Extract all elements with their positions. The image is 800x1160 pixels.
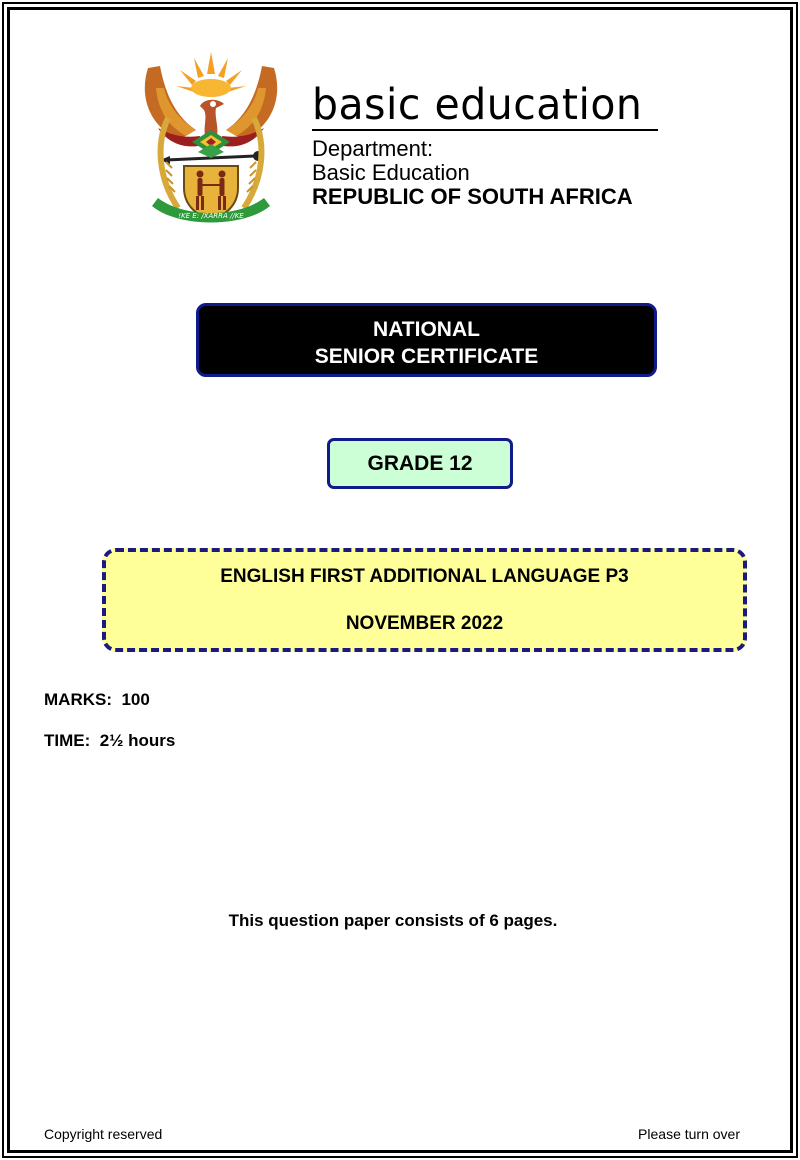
time-value: 2½ hours (99, 731, 176, 750)
department-label: Department: (312, 136, 434, 161)
time-info (44, 731, 175, 751)
time-label: TIME: (44, 731, 91, 750)
exam-session: NOVEMBER 2022 (345, 613, 504, 634)
coat-of-arms-icon (138, 48, 284, 228)
coat-motto: !KE E: /XARRA //KE (178, 212, 244, 220)
marks-info (44, 690, 150, 710)
marks-value: 100 (121, 690, 150, 709)
certificate-line-1: NATIONAL (373, 318, 480, 341)
certificate-line-2: SENIOR CERTIFICATE (314, 345, 539, 368)
subject-banner (102, 548, 747, 652)
department-name: Basic Education (312, 160, 470, 185)
country-name: REPUBLIC OF SOUTH AFRICA (312, 184, 633, 209)
certificate-banner (196, 303, 657, 377)
brand-title: basic education (312, 78, 643, 130)
footer-turn-over: Please turn over (638, 1126, 740, 1142)
grade-label: GRADE 12 (367, 452, 473, 475)
brand-block (312, 80, 658, 209)
subject-title: ENGLISH FIRST ADDITIONAL LANGUAGE P3 (220, 566, 629, 587)
footer-copyright: Copyright reserved (44, 1126, 163, 1142)
page-count-note: This question paper consists of 6 pages. (228, 911, 558, 930)
marks-label: MARKS: (44, 690, 112, 709)
grade-badge (327, 438, 513, 489)
